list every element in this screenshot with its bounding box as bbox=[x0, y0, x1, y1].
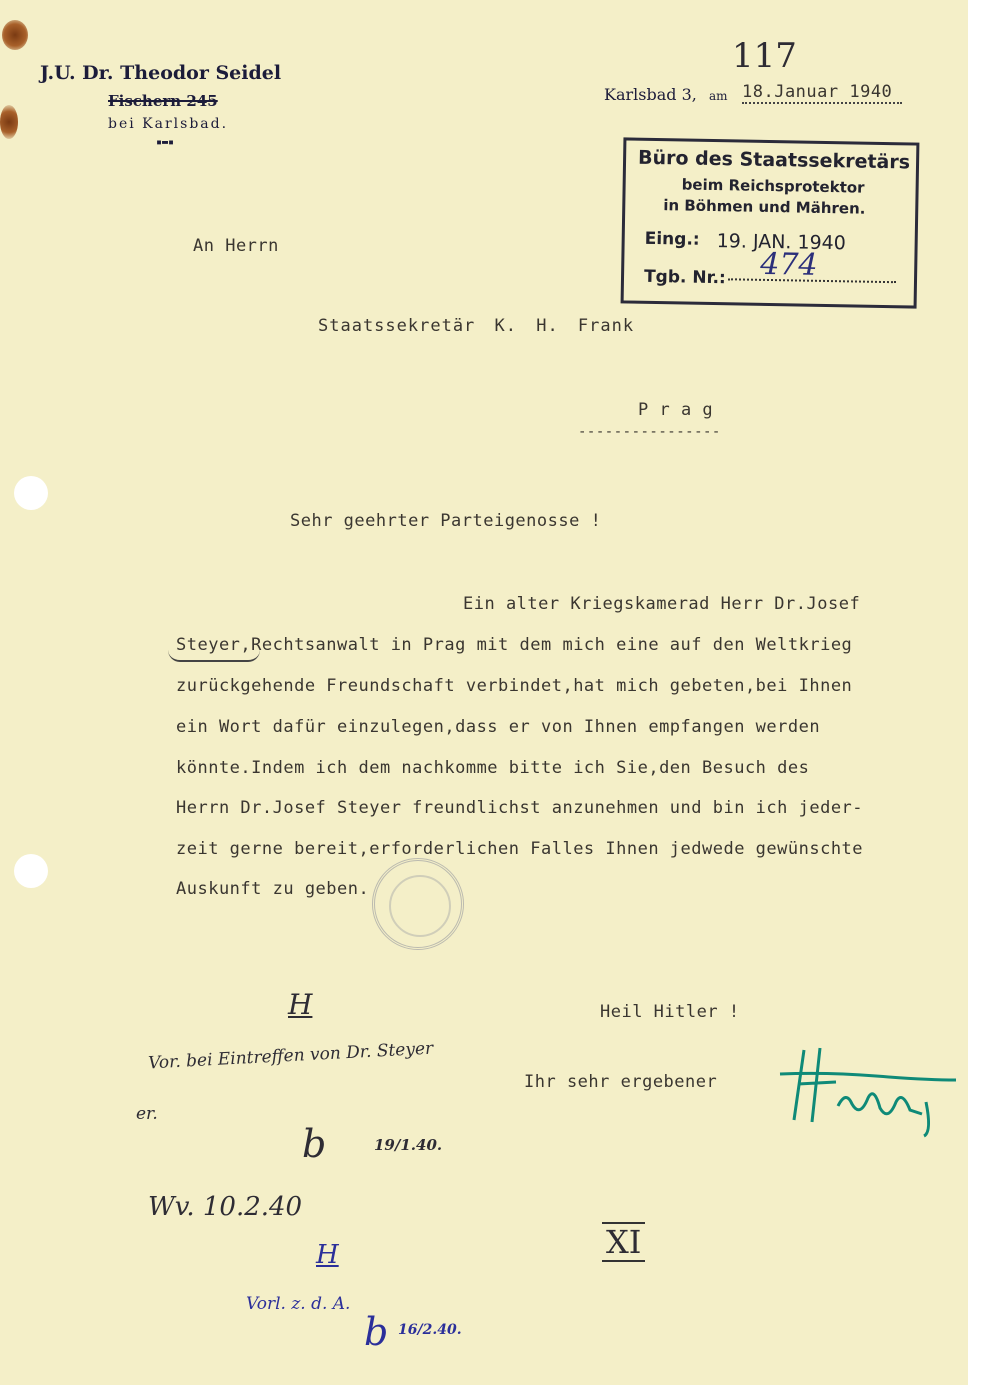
faint-round-seal bbox=[372, 858, 464, 950]
letterhead-town: bei Karlsbad. bbox=[108, 116, 229, 132]
stamp-line3: in Böhmen und Mähren. bbox=[663, 196, 866, 218]
punch-hole-upper bbox=[14, 476, 48, 510]
body-line-2: Steyer,Rechtsanwalt in Prag mit dem mich eine auf den Weltkrieg bbox=[176, 635, 853, 655]
letterhead-ornament: ▪▬▪ bbox=[156, 137, 175, 148]
stamp-line1: Büro des Staatssekretärs bbox=[637, 146, 911, 174]
annotation-mark-2: b bbox=[364, 1310, 389, 1354]
recipient-city-underline: ---------------- bbox=[578, 424, 721, 440]
receipt-stamp bbox=[621, 137, 920, 308]
greeting: Sehr geehrter Parteigenosse ! bbox=[290, 511, 602, 531]
stamp-eing-label: Eing.: bbox=[644, 228, 700, 250]
annotation-note-date-2: Wv. 10.2.40 bbox=[148, 1192, 303, 1222]
closing-ergebener: Ihr sehr ergebener bbox=[524, 1072, 718, 1092]
stamp-eing-date: 19. JAN. 1940 bbox=[716, 230, 847, 255]
body-line-7: zeit gerne bereit,erforderlichen Falles Ihnen jedwede gewünschte bbox=[176, 839, 864, 859]
letterhead-address: Fischern 245 bbox=[108, 92, 218, 110]
recipient-city: P r a g bbox=[638, 400, 714, 420]
recipient-prefix: An Herrn bbox=[193, 236, 279, 256]
body-line-3: zurückgehende Freundschaft verbindet,hat mich gebeten,bei Ihnen bbox=[176, 676, 853, 696]
scan-margin bbox=[968, 0, 1000, 1385]
annotation-roman: XI bbox=[602, 1222, 645, 1262]
stamp-line2: beim Reichsprotektor bbox=[681, 175, 865, 197]
steyer-underline bbox=[168, 650, 260, 662]
annotation-initial-top: H bbox=[288, 988, 313, 1021]
annotation-note-line1: Vor. bei Eintreffen von Dr. Steyer bbox=[147, 1038, 434, 1074]
annotation-note-blue: Vorl. z. d. A. bbox=[246, 1294, 351, 1314]
place-label: Karlsbad 3, bbox=[604, 85, 697, 104]
letter-date: 18.Januar 1940 bbox=[742, 82, 902, 104]
annotation-mark-1: b bbox=[302, 1122, 327, 1166]
stamp-tgb-label: Tgb. Nr.: bbox=[643, 266, 726, 289]
annotation-date-1: 19/1.40. bbox=[374, 1136, 443, 1154]
body-line-8: Auskunft zu geben. bbox=[176, 879, 370, 899]
stamp-tgb-number: 474 bbox=[759, 246, 818, 283]
signature-mark bbox=[776, 1032, 966, 1142]
recipient-name: Staatssekretär K. H. Frank bbox=[318, 316, 635, 336]
folio-number: 117 bbox=[732, 36, 797, 76]
body-line-4: ein Wort dafür einzulegen,dass er von Ihnen empfangen werden bbox=[176, 717, 821, 737]
am-label: am bbox=[709, 89, 728, 103]
body-line-1: Ein alter Kriegskamerad Herr Dr.Josef bbox=[463, 594, 861, 614]
annotation-initial-blue: H bbox=[316, 1240, 339, 1270]
rust-stain-top bbox=[2, 20, 28, 50]
annotation-date-blue: 16/2.40. bbox=[398, 1322, 462, 1338]
punch-hole-lower bbox=[14, 854, 48, 888]
body-line-6: Herrn Dr.Josef Steyer freundlichst anzunehmen und bin ich jeder- bbox=[176, 798, 864, 818]
annotation-note-line2: er. bbox=[136, 1104, 158, 1124]
body-line-5: könnte.Indem ich dem nachkomme bitte ich Sie,den Besuch des bbox=[176, 758, 810, 778]
letterhead-name: J.U. Dr. Theodor Seidel bbox=[40, 62, 282, 84]
rust-stain-mid bbox=[0, 105, 18, 139]
closing-heil: Heil Hitler ! bbox=[600, 1002, 740, 1022]
